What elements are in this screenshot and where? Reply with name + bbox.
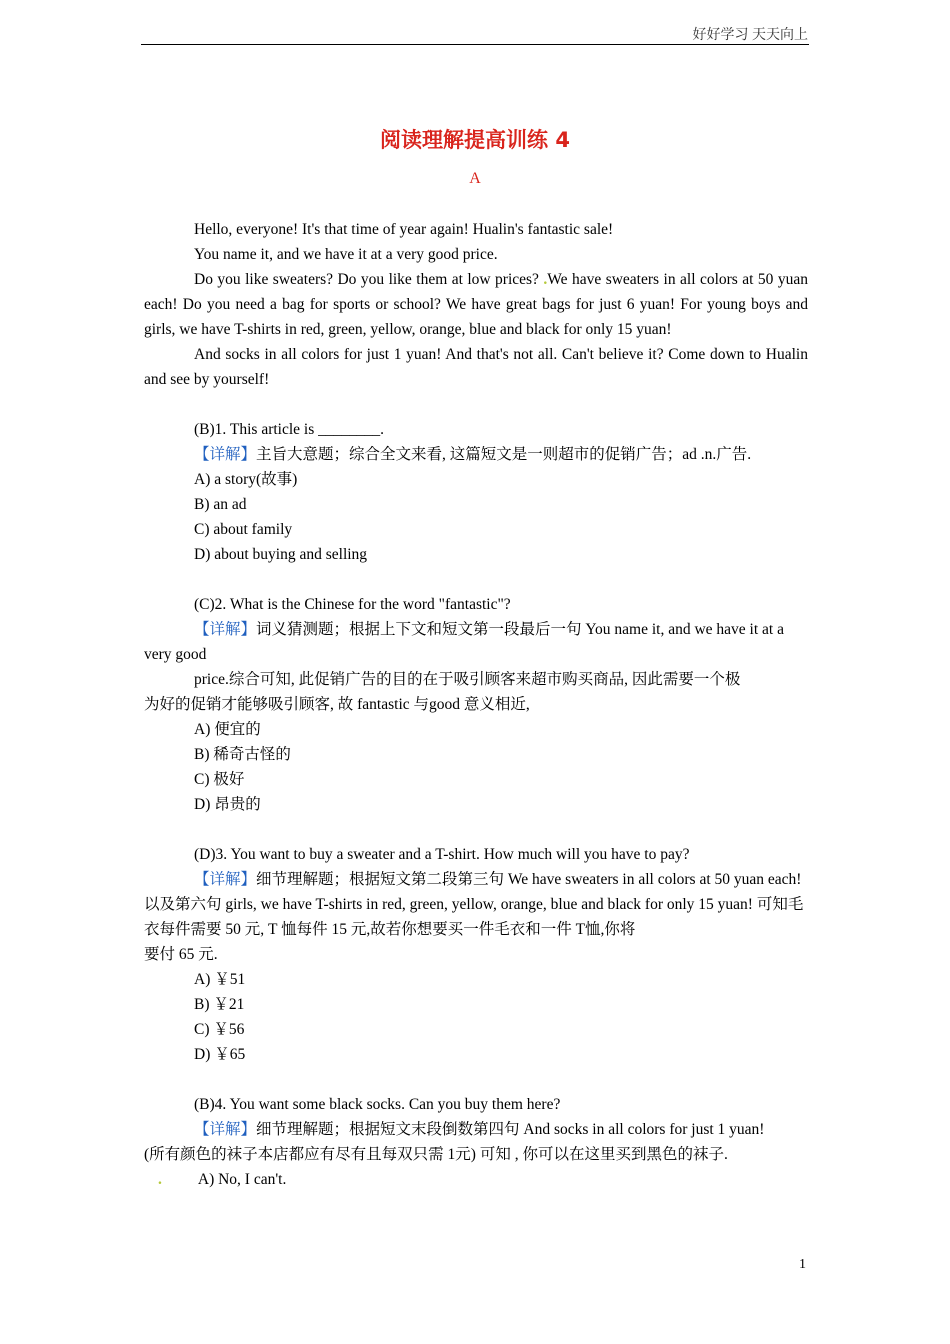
question-2-detail — [144, 617, 808, 667]
page-title: 阅读理解提高训练 4 — [380, 128, 570, 152]
question-2-option-b: B) 稀奇古怪的 — [194, 746, 291, 763]
passage-paragraph-3 — [144, 267, 808, 342]
question-2-option-c: C) 极好 — [194, 771, 245, 788]
question-1-option-d: D) about buying and selling — [194, 546, 368, 563]
bullet-dot-icon: . — [158, 1171, 162, 1188]
passage-paragraph-4: And socks in all colors for just 1 yuan! And that's not all. Can't believe it? Come down to Hualin and see by yourself! — [144, 346, 808, 388]
header-divider — [141, 44, 809, 45]
question-4-stem: (B)4. You want some black socks. Can you buy them here? — [194, 1096, 561, 1113]
question-4-detail-cont: (所有颜色的袜子本店都应有尽有且每双只需 1元) 可知 , 你可以在这里买到黑色的袜子. — [144, 1146, 728, 1163]
detail-text: 词义猜测题；根据上下文和短文第一段最后一句 You name it, and we have it at a very good — [144, 621, 784, 663]
question-2-detail-cont2: 为好的促销才能够吸引顾客, 故 fantastic 与good 意义相近, — [144, 696, 530, 713]
passage-paragraph-2: You name it, and we have it at a very good price. — [194, 246, 498, 263]
detail-text: 细节理解题；根据短文第二段第三句 We have sweaters in all colors at 50 yuan each!以及第六句 girls, we have T-shirts in red, green, yellow, orange, blue and black for only 15 yuan! 可知毛衣每件需要 50 元, T 恤每件 15 元,故若你想要买一件毛衣和一件 T恤,你将 — [144, 871, 804, 938]
detail-text: 细节理解题；根据短文末段倒数第四句 And socks in all colors for just 1 yuan! — [256, 1121, 765, 1138]
question-2-detail-cont: price.综合可知, 此促销广告的目的在于吸引顾客来超市购买商品, 因此需要一个极 — [194, 671, 741, 688]
question-1-detail — [144, 442, 808, 467]
question-4-detail — [144, 1117, 808, 1142]
question-2-option-d: D) 昂贵的 — [194, 796, 261, 813]
section-label: A — [469, 170, 481, 187]
question-2-option-a: A) 便宜的 — [194, 721, 261, 738]
question-3-option-c: C) ￥56 — [194, 1021, 245, 1038]
question-2-stem: (C)2. What is the Chinese for the word "fantastic"? — [194, 596, 511, 613]
question-3-stem: (D)3. You want to buy a sweater and a T-shirt. How much will you have to pay? — [194, 846, 690, 863]
question-4-option-a — [144, 1167, 808, 1192]
question-3-detail-cont: 要付 65 元. — [144, 946, 218, 963]
passage-paragraph-3-lead: Do you like sweaters? Do you like them at low prices? — [194, 271, 539, 288]
detail-text: 主旨大意题；综合全文来看, 这篇短文是一则超市的促销广告；ad .n.广告. — [256, 446, 752, 463]
document-body — [144, 217, 808, 1192]
question-3-option-d: D) ￥65 — [194, 1046, 246, 1063]
detail-tag: 【详解】 — [194, 1121, 257, 1138]
question-3-option-b: B) ￥21 — [194, 996, 245, 1013]
passage-paragraph-3-body: We have sweaters in all colors at 50 yuan each! Do you need a bag for sports or school? We have great bags for just 6 yuan! For young boys and girls, we have T-shirts in red, green, yellow, orange, blue and black for only 15 yuan! — [144, 271, 809, 338]
bullet-dot-icon: . — [543, 271, 548, 288]
question-3-option-a: A) ￥51 — [194, 971, 246, 988]
question-1-option-a: A) a story(故事) — [194, 471, 298, 488]
detail-tag: 【详解】 — [194, 446, 257, 463]
question-1-option-c: C) about family — [194, 521, 293, 538]
question-1-option-b: B) an ad — [194, 496, 247, 513]
page-number: 1 — [799, 1257, 806, 1272]
question-3-detail — [144, 867, 808, 942]
question-4-option-a-text: A) No, I can't. — [197, 1171, 287, 1188]
passage-paragraph-1: Hello, everyone! It's that time of year again! Hualin's fantastic sale! — [194, 221, 614, 238]
detail-tag: 【详解】 — [194, 621, 257, 638]
header-motto: 好好学习 天天向上 — [692, 28, 808, 43]
detail-tag: 【详解】 — [194, 871, 257, 888]
question-1-stem: (B)1. This article is ________. — [194, 421, 384, 438]
